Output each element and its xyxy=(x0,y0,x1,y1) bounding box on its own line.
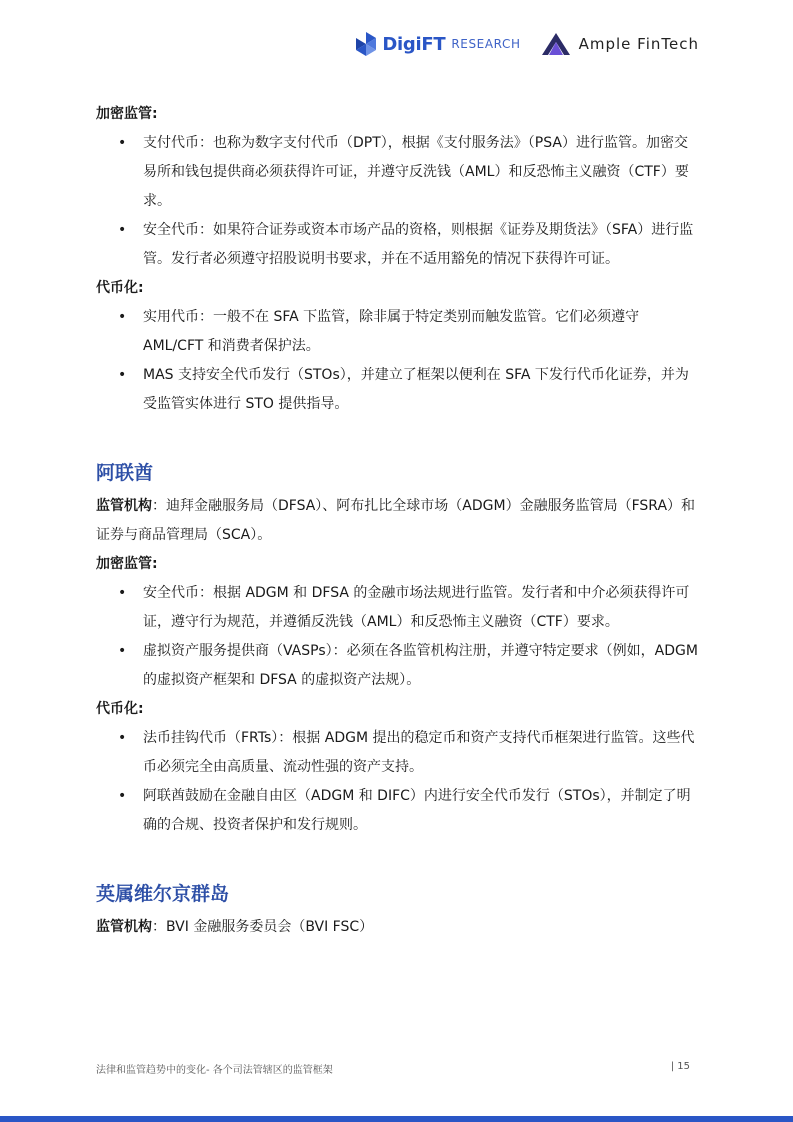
uae-crypto-label: 加密监管: xyxy=(96,556,158,572)
list-item: • 阿联酋鼓励在金融自由区（ADGM 和 DIFC）内进行安全代币发行（STOs），并制定了明确的合规、投资者保护和发行规则。 xyxy=(96,782,700,840)
list-item: • 支付代币：也称为数字支付代币（DPT），根据《支付服务法》（PSA）进行监管。加密交易所和钱包提供商必须获得许可证，并遵守反洗钱（AML）和反恐怖主义融资（CTF）要求。 xyxy=(96,129,700,216)
ample-brand-name: Ample FinTech xyxy=(578,35,699,53)
list-item: • 虚拟资产服务提供商（VASPs）：必须在各监管机构注册，并遵守特定要求（例如，ADGM 的虚拟资产框架和 DFSA 的虚拟资产法规）。 xyxy=(96,637,700,695)
section-spacer xyxy=(96,840,700,879)
ample-logo xyxy=(541,32,699,56)
bvi-regulator-label: 监管机构 xyxy=(96,919,152,935)
footer-title: 法律和监管趋势中的变化- 各个司法管辖区的监管框架 xyxy=(96,1065,333,1076)
page-footer xyxy=(96,1061,690,1077)
digift-logo-icon xyxy=(355,31,377,57)
list-item: • MAS 支持安全代币发行（STOs），并建立了框架以便利在 SFA 下发行代币化证券，并为受监管实体进行 STO 提供指导。 xyxy=(96,361,700,419)
bvi-regulator-text: ：BVI 金融服务委员会（BVI FSC） xyxy=(152,919,374,935)
list-item: • 安全代币：如果符合证券或资本市场产品的资格，则根据《证券及期货法》（SFA）进行监管。发行者必须遵守招股说明书要求，并在不适用豁免的情况下获得许可证。 xyxy=(96,216,700,274)
uae-token-label: 代币化: xyxy=(96,701,144,717)
list-item: • 法币挂钩代币（FRTs）：根据 ADGM 提出的稳定币和资产支持代币框架进行监管。这些代币必须完全由高质量、流动性强的资产支持。 xyxy=(96,724,700,782)
digift-logo xyxy=(355,31,520,57)
uae-crypto-list xyxy=(96,579,700,695)
footer-accent-bar xyxy=(0,1116,793,1122)
uae-token-list xyxy=(96,724,700,840)
uae-section-title: 阿联酋 xyxy=(96,462,154,484)
section-spacer xyxy=(96,419,700,458)
page-header xyxy=(355,26,699,62)
digift-brand-name: DigiFT xyxy=(382,33,446,55)
sg-token-list xyxy=(96,303,700,419)
digift-research-label: RESEARCH xyxy=(451,37,521,51)
sg-token-label: 代币化: xyxy=(96,280,144,296)
page-number: | 15 xyxy=(670,1061,690,1072)
bvi-section-title: 英属维尔京群岛 xyxy=(96,883,230,905)
list-item: • 安全代币：根据 ADGM 和 DFSA 的金融市场法规进行监管。发行者和中介必须获得许可证，遵守行为规范，并遵循反洗钱（AML）和反恐怖主义融资（CTF）要求。 xyxy=(96,579,700,637)
list-item: • 实用代币：一般不在 SFA 下监管，除非属于特定类别而触发监管。它们必须遵守 AML/CFT 和消费者保护法。 xyxy=(96,303,700,361)
sg-crypto-label: 加密监管: xyxy=(96,106,158,122)
uae-regulator-text: ：迪拜金融服务局（DFSA）、阿布扎比全球市场（ADGM）金融服务监管局（FSRA）和证券与商品管理局（SCA）。 xyxy=(96,498,696,543)
sg-crypto-list xyxy=(96,129,700,274)
bvi-regulator-paragraph xyxy=(96,913,700,942)
document-body xyxy=(96,100,700,942)
ample-logo-icon xyxy=(541,32,571,56)
uae-regulator-label: 监管机构 xyxy=(96,498,152,514)
uae-regulator-paragraph xyxy=(96,492,700,550)
